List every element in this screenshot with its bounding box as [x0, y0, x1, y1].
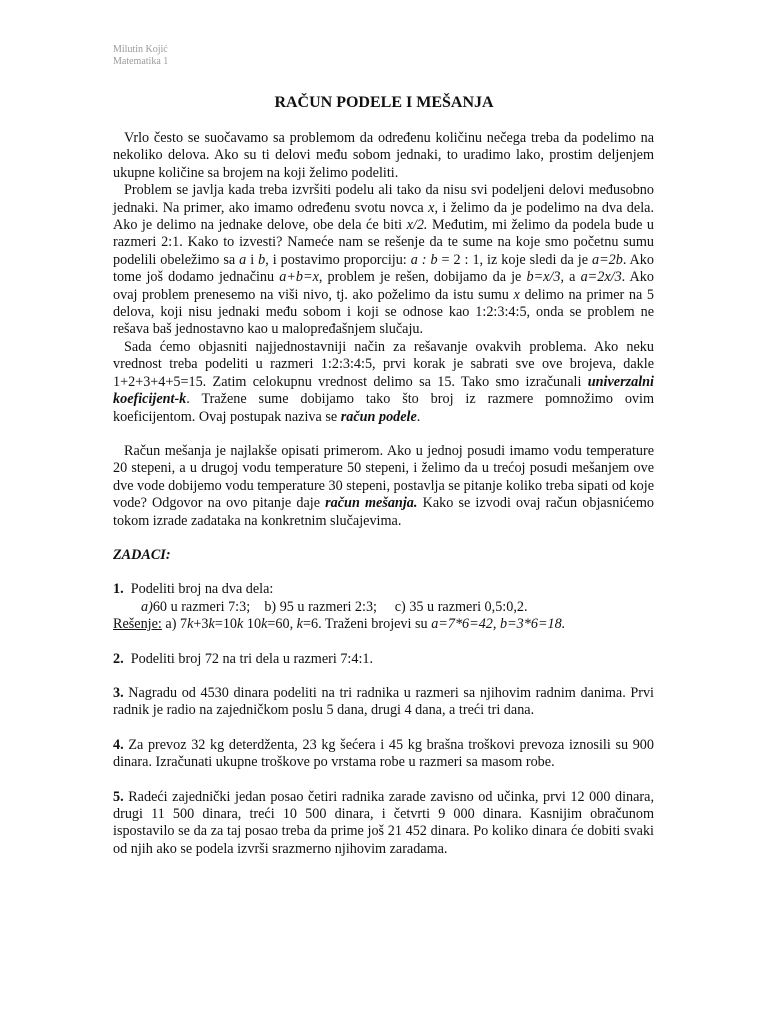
text-run: a) 7	[161, 616, 188, 633]
term-universal-coefficient: univerzalni koeficijent-k	[113, 373, 654, 408]
variable-k: k	[187, 616, 194, 633]
task-text: Radeći zajednički jedan posao četiri radnika zarade zavisno od učinka, prvi 12 000 dinara, drugi 11 500 dinara, treći 10 500 dinara, i četvrti 9 000 dinara. Kasnijim obračunom ispostavilo se da za taj posao treba da prime još 21 452 dinara. Po koliko dinara će dobiti svaki od njih ako se podela izvrši srazmerno njihovim zaradama.	[113, 788, 654, 857]
text-run: delimo na primer na 5 delova, koji nisu jednaki među sobom i koji se odnose kao 1:2:3:4:5, onda se problem ne rešava baš jednostavno kao u malopređašnjem slučaju.	[113, 286, 654, 338]
text-run: Sada ćemo objasniti najjednostavniji način za rešavanje ovakvih problema. Ako neku vrednost treba podeliti u razmeri 1:2:3:4:5, prvi korak je sabrati sve ove brojeva, dakle 1+2+3+4+5=15. Zatim celokupnu vrednost delimo sa 15. Tako smo izračunali	[113, 338, 654, 390]
variable-x: x	[428, 199, 435, 216]
solution-result: a=7*6=42, b=3*6=18.	[431, 616, 566, 633]
page-header	[113, 44, 168, 68]
text-run: Račun mešanja je najlakše opisati primerom. Ako u jednoj posudi imamo vodu temperature 20 stepeni, a u drugoj vodu temperature 50 stepeni, i želimo da u trećoj posudi mešanjem ove dve vode dobijemo vodu temperature 30 stepeni, postavlja se pitanje koliko treba sipati od koje vode? Odgovor na ovo pitanje daje	[113, 442, 654, 512]
intro-paragraph-2	[113, 182, 654, 339]
intro-paragraph-1: Vrlo često se suočavamo sa problemom da određenu količinu nečega treba da podelimo na nekoliko delova. Ako su ti delovi među sobom jednaki, to uradimo lako, prostim deljenjem ukupne količine sa brojem na koji želimo podeliti.	[113, 130, 654, 181]
text-run: . Ako ovaj problem prenesemo na viši nivo, tj. ako poželimo da istu sumu	[113, 269, 654, 303]
text-run: i	[246, 251, 259, 268]
task-text: Podeliti broj 72 na tri dela u razmeri 7:4:1.	[130, 650, 374, 667]
tasks-heading	[113, 547, 654, 564]
task-1-solution	[113, 616, 654, 633]
text-run: , a	[560, 269, 581, 286]
document-body	[113, 130, 654, 858]
intro-paragraph-4	[113, 443, 654, 530]
expression-a-2x3: a=2x/3	[580, 269, 622, 286]
text-run: +3	[193, 616, 209, 633]
variable-k: k	[261, 616, 268, 633]
intro-paragraph-3	[113, 339, 654, 426]
text-run: , i postavimo proporciju:	[265, 251, 411, 268]
spacer	[113, 530, 654, 547]
task-number: 1.	[113, 581, 124, 598]
text-run: , iz koje sledi da je	[479, 251, 592, 268]
option-a-label: a)	[141, 598, 153, 615]
variable-k: k	[237, 616, 244, 633]
spacer	[113, 772, 654, 789]
proportion-value: = 2 : 1	[437, 251, 480, 268]
variable-k: k	[208, 616, 215, 633]
task-1	[113, 581, 654, 598]
option-a: 60 u razmeri 7:3;	[152, 598, 251, 615]
task-number: 2.	[113, 650, 124, 667]
task-text: Podeliti broj na dva dela:	[130, 581, 274, 598]
variable-k: k	[296, 616, 303, 633]
text-run: .	[416, 408, 421, 425]
text-run: . Ako tome još dodamo jednačinu	[113, 251, 654, 286]
variable-x: x	[513, 286, 520, 303]
text-run: Međutim, mi želimo da podela bude u razmeri 2:1. Kako to izvesti? Nameće nam se rešenje da te sume na koje smo početnu sumu podelili obeležimo sa	[113, 217, 654, 268]
text-run: . Tražene sume dobijamo tako što broj iz razmere pomnožimo ovim koeficijentom. Ovaj postupak naziva se	[113, 391, 654, 425]
expression-x-half: x/2.	[406, 217, 428, 234]
expression-b-x3: b=x/3	[526, 269, 561, 286]
course-name: Matematika 1	[113, 56, 169, 67]
text-run: 10	[243, 616, 262, 633]
document-title: RAČUN PODELE I MEŠANJA	[274, 94, 494, 111]
text-run: =60,	[267, 616, 297, 633]
task-1-options	[113, 599, 654, 616]
task-number: 5.	[113, 788, 124, 805]
text-run: Problem se javlja kada treba izvršiti podelu ali tako da nisu svi podeljeni delovi međusobno jednaki. Na primer, ako imamo određenu svotu novca	[113, 182, 654, 216]
task-text: Nagradu od 4530 dinara podeliti na tri radnika u razmeri sa njihovim radnim danima. Prvi radnik je radio na zajedničkom poslu 5 dana, drugi 4 dana, a treći tri dana.	[113, 684, 655, 719]
text-run: =6. Traženi brojevi su	[302, 616, 432, 633]
spacer	[113, 720, 654, 737]
spacer	[113, 426, 654, 443]
term-racun-podele: račun podele	[340, 408, 417, 425]
spacer	[113, 564, 654, 581]
task-text: Za prevoz 32 kg deterdženta, 23 kg šećera i 45 kg brašna troškovi prevoza iznosili su 900 dinara. Izračunati ukupne troškove po vrstama robe u razmeri sa masom robe.	[113, 736, 654, 771]
expression-a-plus-b: a+b=x	[279, 269, 319, 286]
task-3	[113, 685, 654, 720]
variable-b: b	[258, 251, 266, 268]
term-racun-mesanja: račun mešanja.	[325, 495, 418, 512]
proportion-expression: a : b	[410, 251, 438, 268]
task-number: 3.	[113, 684, 124, 701]
solution-label: Rešenje:	[113, 616, 162, 633]
text-run: , problem je rešen, dobijamo da je	[318, 269, 527, 286]
author-name: Milutin Kojić	[113, 44, 168, 55]
text-run: Kako se izvodi ovaj račun objasnićemo tokom izrade zadataka na konkretnim slučajevima.	[113, 495, 654, 529]
task-4	[113, 737, 654, 772]
text-run: , i želimo da je podelimo na dva dela. Ako je delimo na jednake delove, obe dela će biti	[113, 199, 654, 234]
task-5	[113, 789, 654, 859]
tasks-heading-text: ZADACI:	[113, 546, 171, 563]
task-2	[113, 651, 654, 668]
option-b: b) 95 u razmeri 2:3;	[264, 598, 378, 615]
spacer	[113, 668, 654, 685]
text-run: =10	[214, 616, 238, 633]
variable-a: a	[239, 251, 247, 268]
spacer	[113, 634, 654, 651]
task-number: 4.	[113, 736, 124, 753]
expression-a-2b: a=2b	[591, 251, 623, 268]
option-c: c) 35 u razmeri 0,5:0,2.	[394, 598, 528, 615]
